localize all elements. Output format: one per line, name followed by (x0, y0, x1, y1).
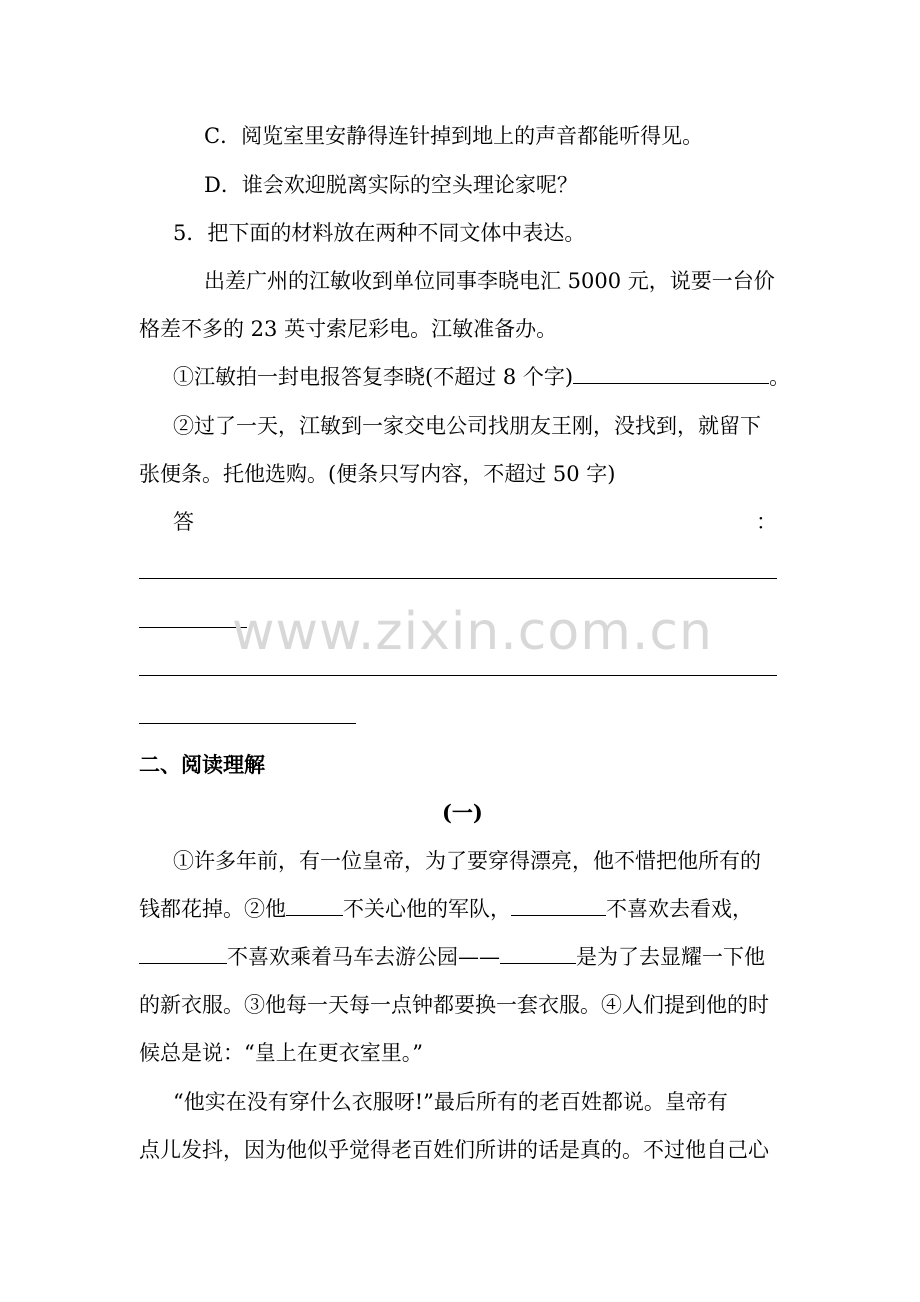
blank-1[interactable] (286, 895, 343, 916)
passage-line-3-c: 是为了去显耀一下他 (576, 945, 765, 969)
passage-line-3-b: 不喜欢乘着马车去游公园—— (227, 945, 500, 969)
option-d: D．谁会欢迎脱离实际的空头理论家呢？ (204, 173, 578, 197)
passage-line-2-b: 不关心他的军队， (343, 897, 511, 921)
passage-line-2 (139, 894, 753, 924)
answer-rule-3[interactable] (139, 675, 777, 676)
answer-rule-4[interactable] (139, 723, 356, 724)
answer-colon: ： (756, 510, 777, 534)
answer-rule-1[interactable] (139, 578, 777, 579)
task-1-end: 。 (769, 365, 791, 389)
blank-4[interactable] (500, 943, 576, 964)
task-1 (173, 362, 790, 392)
blank-3[interactable] (139, 943, 227, 964)
material-line-1: 出差广州的江敏收到单位同事李晓电汇 5000 元，说要一台价 (204, 269, 775, 293)
passage-line-4: 的新衣服。③他每一天每一点钟都要换一套衣服。④人们提到他的时 (139, 993, 769, 1017)
task-1-blank[interactable] (573, 363, 769, 384)
task-1-text: ①江敏拍一封电报答复李晓(不超过 8 个字) (173, 365, 574, 389)
passage-line-1: ①许多年前，有一位皇帝，为了要穿得漂亮，他不惜把他所有的 (173, 849, 761, 873)
passage-line-2-c: 不喜欢去看戏， (606, 897, 753, 921)
passage-line-6: “他实在没有穿什么衣服呀!”最后所有的老百姓都说。皇帝有 (173, 1090, 728, 1114)
answer-rule-2[interactable] (139, 627, 247, 628)
answer-label: 答 (173, 510, 194, 534)
section-heading: 二、阅读理解 (139, 752, 265, 777)
watermark: www.zixin.com.cn (232, 602, 713, 662)
passage-line-3 (139, 942, 765, 972)
task-2-line-2: 张便条。托他选购。(便条只写内容，不超过 50 字) (139, 462, 616, 486)
passage-line-2-a: 钱都花掉。②他 (139, 897, 286, 921)
task-2-line-1: ②过了一天，江敏到一家交电公司找朋友王刚，没找到，就留下 (173, 414, 761, 438)
material-line-2: 格差不多的 23 英寸索尼彩电。江敏准备办。 (139, 317, 558, 341)
question-5-prompt: 5．把下面的材料放在两种不同文体中表达。 (173, 221, 586, 245)
passage-title: (一) (442, 800, 483, 825)
blank-2[interactable] (511, 895, 606, 916)
passage-line-5: 候总是说：“皇上在更衣室里。” (139, 1041, 423, 1065)
passage-line-7: 点儿发抖，因为他似乎觉得老百姓们所讲的话是真的。不过他自己心 (139, 1138, 769, 1162)
option-c: C．阅览室里安静得连针掉到地上的声音都能听得见。 (204, 124, 704, 148)
